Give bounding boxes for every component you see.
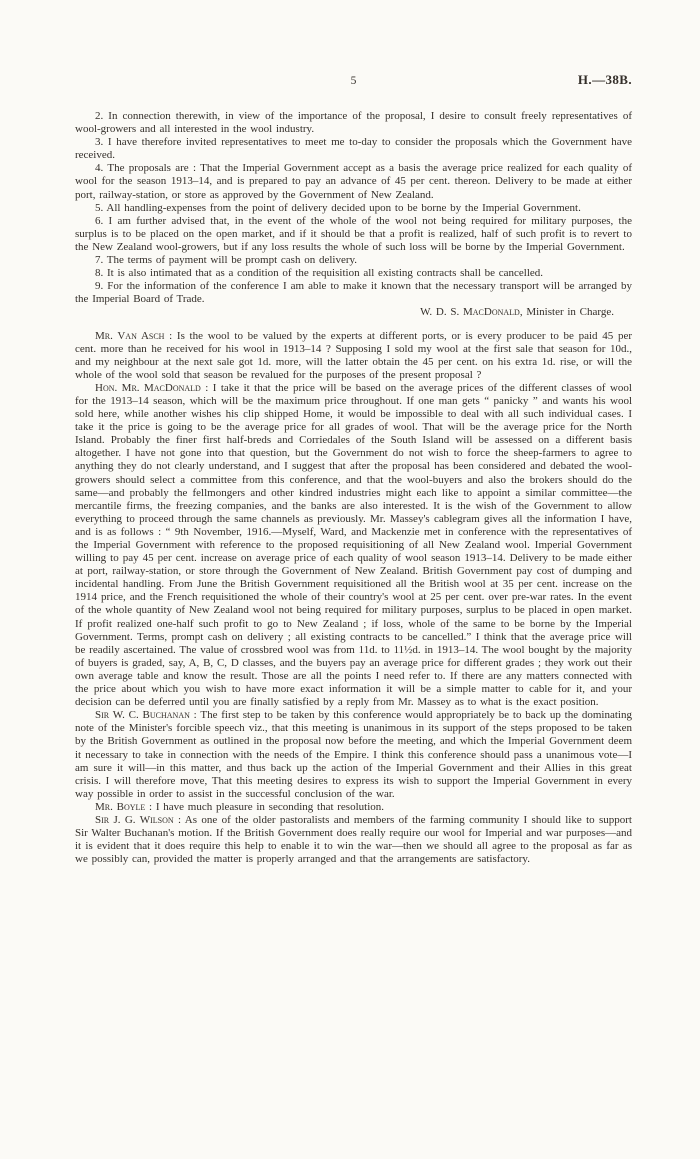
document-body [75,110,632,866]
speaker-name: Sir W. C. Buchanan : [95,709,197,722]
page-number: 5 [350,75,357,87]
minute-paragraph: 4. The proposals are : That the Imperial Government accept as a basis the average price realized for each quality of wool for the season 1913–14, and is prepared to pay an advance of 45 per cent. thereon. Delivery to be made at either port, railway-station, or store as approved by the Government of New Zealand. [75,162,632,201]
signature-name: W. D. S. MacDonald, [420,306,523,319]
speaker-name: Mr. Van Asch : [95,329,173,342]
speech-paragraph [75,330,632,382]
speaker-name: Mr. Boyle : [95,800,153,813]
minutes-section [75,110,632,320]
speech-text: Is the wool to be valued by the experts at different ports, or is every producer to be paid 45 per cent. more than he received for his wool in 1913–14 ? Supposing I sold my wool at the first sale that season for 10d., and my neighbour at the next sale got 1d. more, will the latter obtain the 45 per cent. on his extra 1d. rise, or will the whole of the wool sold that season be revalued for the purposes of the present proposal ? [75,329,632,381]
minute-paragraph: 3. I have therefore invited representatives to meet me to-day to consider the proposals which the Government have received. [75,136,632,162]
signature-line [75,306,632,319]
minute-paragraph: 2. In connection therewith, in view of the importance of the proposal, I desire to consult freely representatives of wool-growers and all interested in the wool industry. [75,110,632,136]
speech-text: As one of the older pastoralists and members of the farming community I should like to support Sir Walter Buchanan's motion. If the British Government does really require our wool for Imperial and war purposes—and it is evident that it does require this help to enable it to win the war—then we should all agree to the proposal as far as we possibly can, provided the matter is properly arranged and that the arrangements are satisfactory. [75,813,632,866]
minute-paragraph: 8. It is also intimated that as a condition of the requisition all existing contracts shall be cancelled. [95,267,544,280]
speaker-name: Sir J. G. Wilson : [95,813,182,826]
speech-text: I take it that the price will be based on the average prices of the different classes of wool for the 1913–14 season, which will be the maximum price throughout. If one man gets “ panicky ” and wants his wool sold here, while another wishes his clip shipped Home, it would be impossible to deal with all such individual cases. I take it the price is going to be the average price for all grades of wool. That will be the average price for the North Island. Probably the finer first half-breds and Corriedales of the South Island will be assessed on a different basis altogether. I have not gone into that question, but the Government do not wish to force the sheep-farmers to agree to anything they do not clearly understand, and I suggest that after the proposal has been considered and debated the wool-growers should select a committee from this conference, and that the wool-buyers and also the brokers should do the same—and probably the fellmongers and other kindred industries might each like to appoint a similar committee—the mercantile firms, the freezing companies, and the banks are also interested. It is the wish of the Government to allow everything to proceed through the same channels as previously. Mr. Massey's cablegram gives all the information I have, and is as follows : “ 9th November, 1916.—Myself, Ward, and Mackenzie met in conference with the representatives of the Imperial Government with reference to the proposed requisitioning of all New Zealand wool. Imperial Government willing to pay 45 per cent. increase on average price of each quality of wool season 1913–14. Delivery to be made either at port, railway-station, or store through the Government of New Zealand. British Government pay cost of dumping and incidental handling. From June the British Government requisitioned all the British wool at 35 per cent. increase on the 1914 price, and the French requisitioned the whole of their country's wool at 25 per cent. over pre-war rates. In the event of the whole quantity of New Zealand wool not being required for military purposes, surplus to be placed in open market. If profit realized one-half such profit to go to New Zealand ; if loss, whole of the same to be borne by the Imperial Government. Terms, prompt cash on delivery ; all existing contracts to be cancelled.” I think that the average price will be readily ascertained. The value of crossbred wool was from 11d. to 11½d. in 1913–14. The wool bought by the majority of buyers is graded, say, A, B, C, D classes, and the buyers pay an average price for different grades ; they work out their own average table and know the result. Those are all the points I need refer to. If there are any matters connected with the price about which you wish to have more exact information it will be a simple matter to cable for it, and your decision can be deferred until you are finally satisfied by a reply from Mr. Massey as to what is the exact position. [75,381,632,709]
minute-paragraph: 7. The terms of payment will be prompt cash on delivery. [95,254,358,267]
speech-text: I have much pleasure in seconding that resolution. [155,800,385,813]
speech-paragraph [75,814,632,866]
signature-title: Minister in Charge. [526,306,614,319]
proceedings-section [75,330,632,867]
minute-paragraph: 9. For the information of the conference I am able to make it known that the necessary transport will be arranged by the Imperial Board of Trade. [75,280,632,306]
speech-text: The first step to be taken by this conference would appropriately be to back up the dominating note of the Minister's forcible speech viz., that this meeting is unanimous in its support of the steps proposed to be taken by the British Government as outlined in the proposal now before the meeting, and which the Imperial Government deem it necessary to take in connection with the needs of the Empire. I think this conference should pass a unanimous vote—I am sure it will—in this matter, and thus back up the action of the Imperial Government and their Allies in this great crisis. I will therefore move, That this meeting desires to express its wish to support the Imperial Government in every way possible in order to assist in the successful conclusion of the war. [75,709,632,800]
speech-paragraph [75,382,632,709]
minute-paragraph: 5. All handling-expenses from the point of delivery decided upon to be borne by the Imperial Government. [95,201,581,214]
speech-paragraph [75,709,632,801]
minute-paragraph: 6. I am further advised that, in the event of the whole of the wool not being required for military purposes, the surplus is to be placed on the open market, and if it should be that a profit is realized, half of such profit is to revert to the New Zealand wool-growers, but if any loss results the whole of such loss will be borne by the Imperial Government. [75,214,632,253]
document-reference: H.—38B. [577,72,632,87]
speaker-name: Hon. Mr. MacDonald : [95,381,209,394]
speech-paragraph [75,801,632,814]
page-header [75,74,632,90]
